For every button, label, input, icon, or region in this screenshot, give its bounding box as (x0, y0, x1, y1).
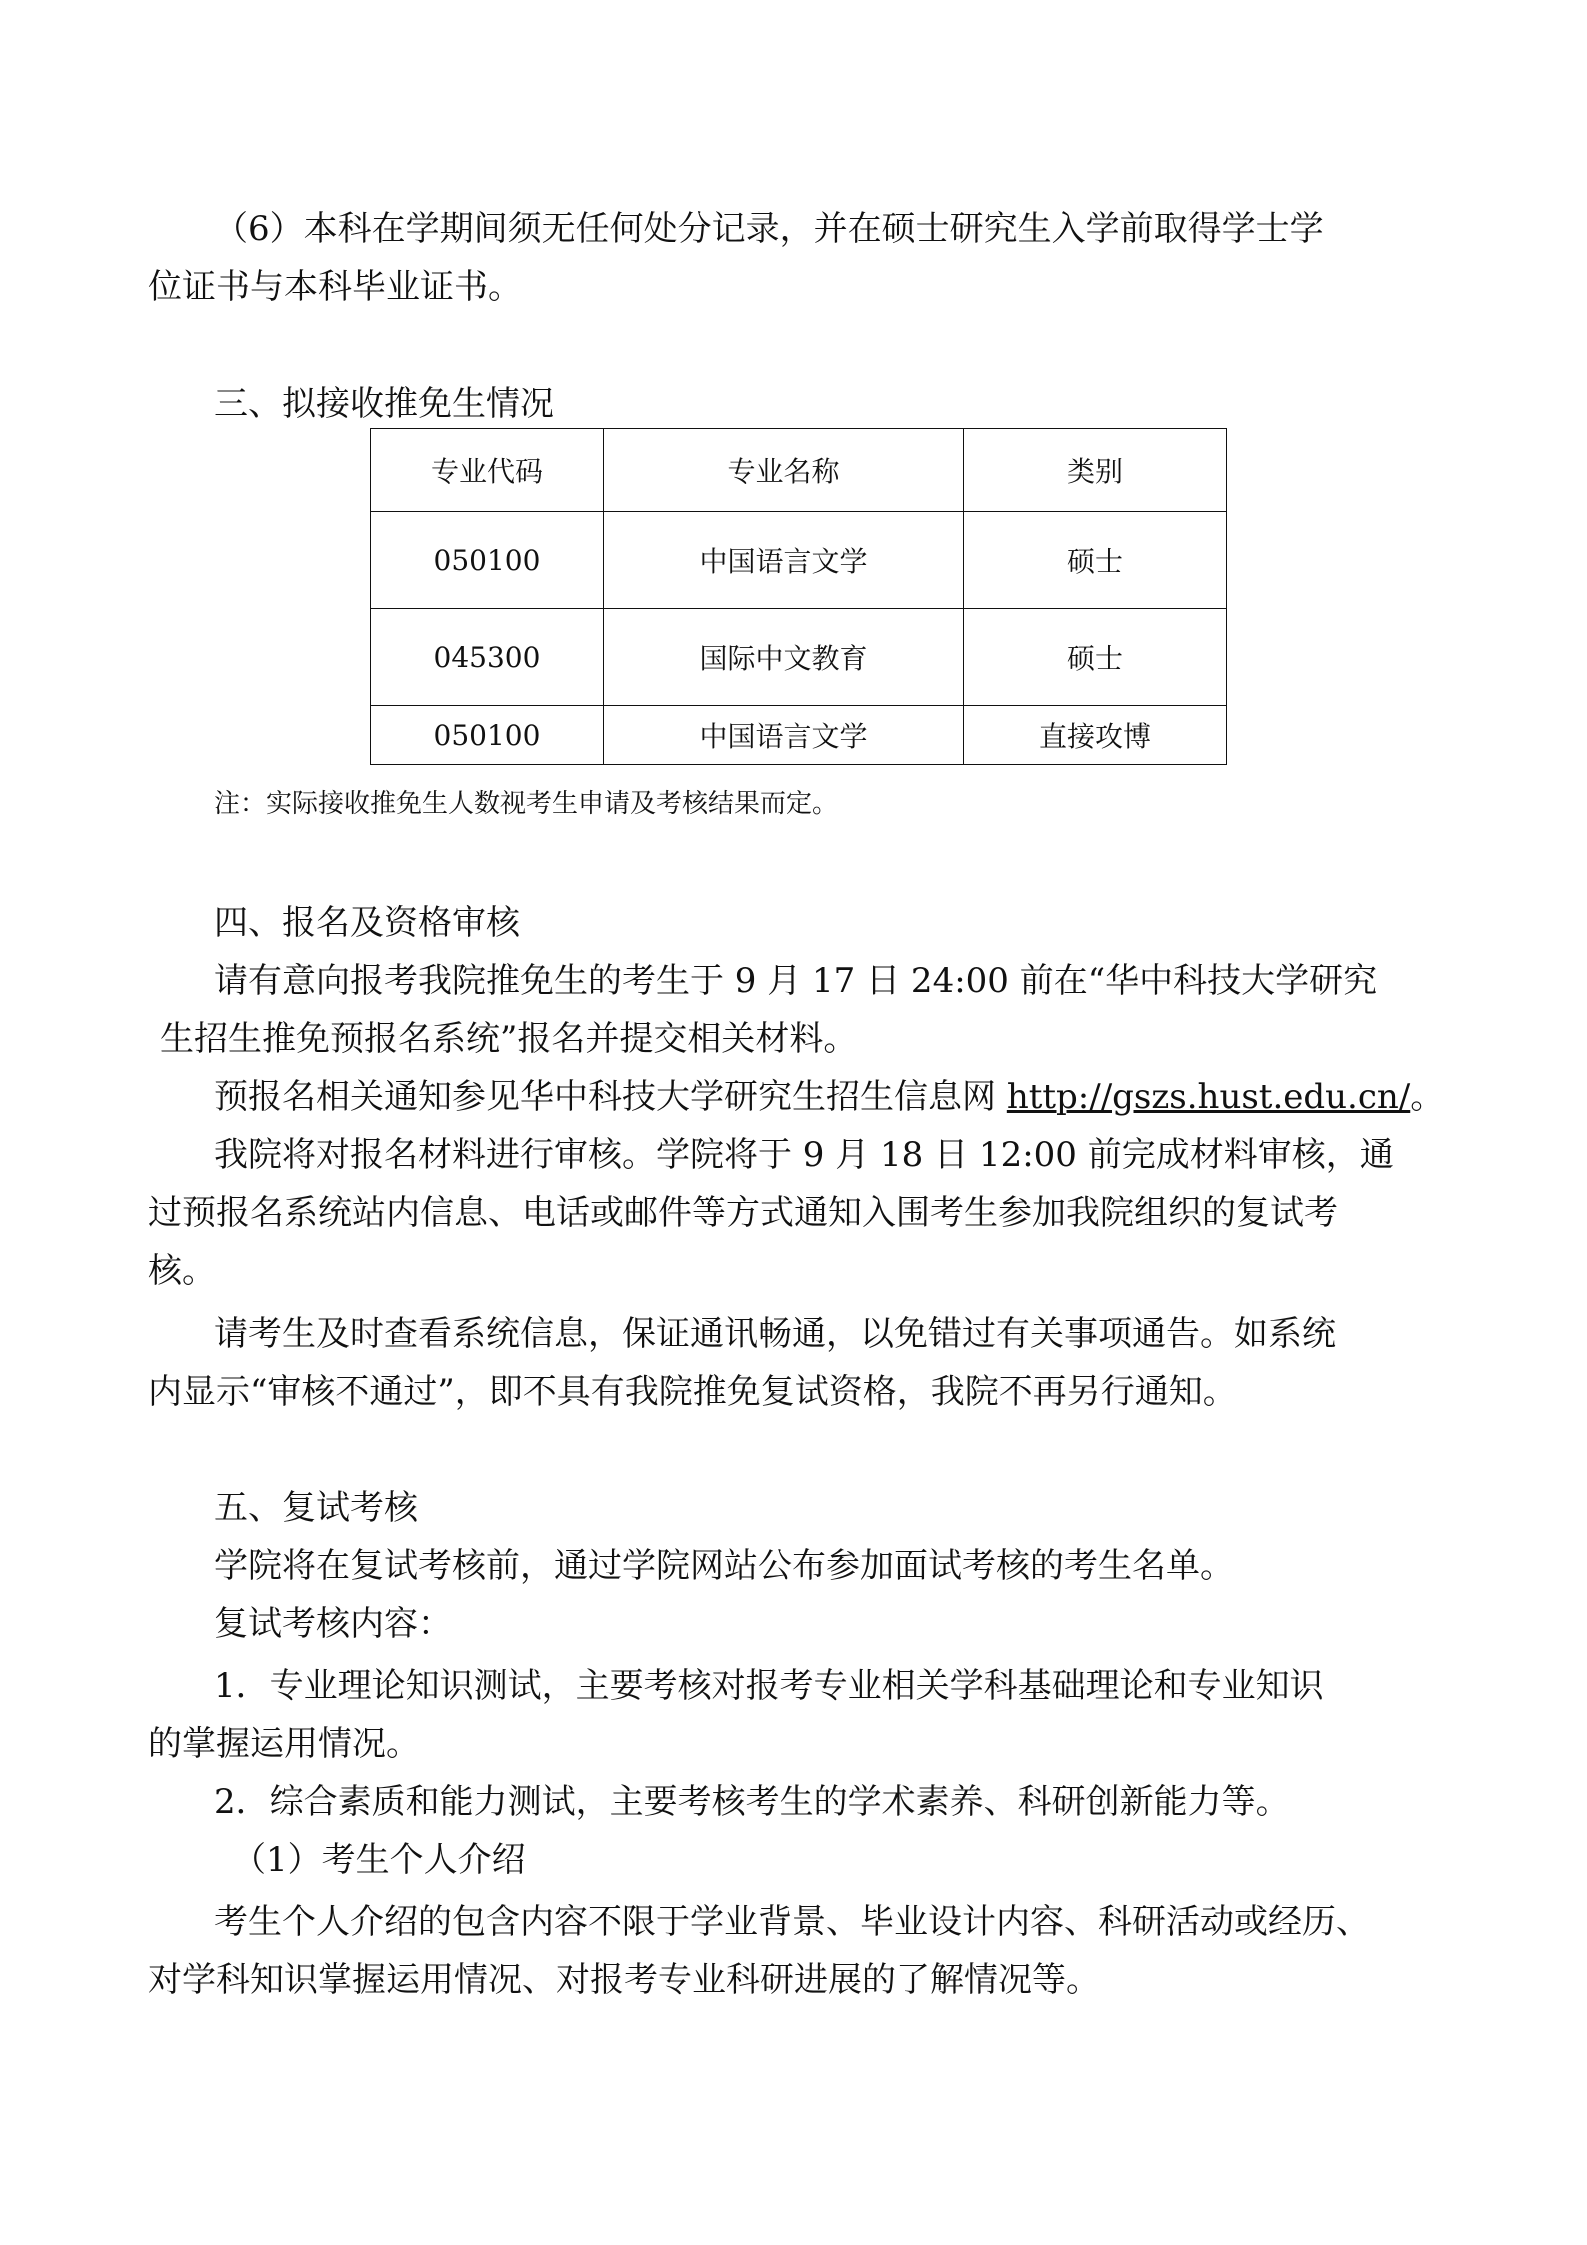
table-header-row (371, 429, 1227, 512)
table-header-cell: 专业代码 (371, 429, 604, 512)
table-cell: 050100 (371, 512, 604, 609)
paragraph-line: 核。 (148, 1251, 216, 1291)
table-row (371, 706, 1227, 765)
section-heading: 四、报名及资格审核 (214, 903, 520, 943)
table-row (371, 512, 1227, 609)
table-header-cell: 专业名称 (604, 429, 964, 512)
table-cell: 硕士 (964, 609, 1227, 706)
paragraph-line: 内显示“审核不通过”，即不具有我院推免复试资格，我院不再另行通知。 (148, 1372, 1237, 1412)
paragraph-line: （6）本科在学期间须无任何处分记录，并在硕士研究生入学前取得学士学 (214, 209, 1324, 249)
table-cell: 国际中文教育 (604, 609, 964, 706)
paragraph-line: 请有意向报考我院推免生的考生于 9 月 17 日 24:00 前在“华中科技大学研究 (214, 961, 1378, 1001)
paragraph-line: 学院将在复试考核前，通过学院网站公布参加面试考核的考生名单。 (214, 1546, 1234, 1586)
paragraph-line: 1．专业理论知识测试，主要考核对报考专业相关学科基础理论和专业知识 (214, 1666, 1324, 1706)
recommended-students-table (370, 428, 1227, 765)
section-heading: 五、复试考核 (214, 1488, 418, 1528)
paragraph-line: 对学科知识掌握运用情况、对报考专业科研进展的了解情况等。 (148, 1960, 1100, 2000)
paragraph-line: 的掌握运用情况。 (148, 1724, 420, 1764)
table-header-cell: 类别 (964, 429, 1227, 512)
paragraph-line: 位证书与本科毕业证书。 (148, 267, 522, 307)
table-note: 注：实际接收推免生人数视考生申请及考核结果而定。 (214, 789, 839, 819)
table-cell: 050100 (371, 706, 604, 765)
table-cell: 直接攻博 (964, 706, 1227, 765)
paragraph-line: 过预报名系统站内信息、电话或邮件等方式通知入围考生参加我院组织的复试考 (148, 1193, 1338, 1233)
paragraph-line: 考生个人介绍的包含内容不限于学业背景、毕业设计内容、科研活动或经历、 (214, 1902, 1370, 1942)
paragraph-line (214, 1075, 1444, 1119)
table-cell: 硕士 (964, 512, 1227, 609)
paragraph-line: 生招生推免预报名系统”报名并提交相关材料。 (160, 1019, 858, 1059)
paragraph-line: 我院将对报名材料进行审核。学院将于 9 月 18 日 12:00 前完成材料审核，通 (214, 1135, 1394, 1175)
paragraph-line: （1）考生个人介绍 (232, 1840, 526, 1880)
table-cell: 中国语言文学 (604, 512, 964, 609)
table-cell: 045300 (371, 609, 604, 706)
paragraph-line: 请考生及时查看系统信息，保证通讯畅通，以免错过有关事项通告。如系统 (214, 1314, 1336, 1354)
section-heading: 三、拟接收推免生情况 (214, 384, 554, 424)
paragraph-line: 复试考核内容： (214, 1604, 452, 1644)
paragraph-text: 预报名相关通知参见华中科技大学研究生招生信息网 (214, 1077, 1007, 1117)
paragraph-line: 2．综合素质和能力测试，主要考核考生的学术素养、科研创新能力等。 (214, 1782, 1290, 1822)
gszs-website-link[interactable]: http://gszs.hust.edu.cn/ (1006, 1077, 1411, 1117)
table-row (371, 609, 1227, 706)
table-cell: 中国语言文学 (604, 706, 964, 765)
paragraph-text: 。 (1410, 1077, 1445, 1117)
